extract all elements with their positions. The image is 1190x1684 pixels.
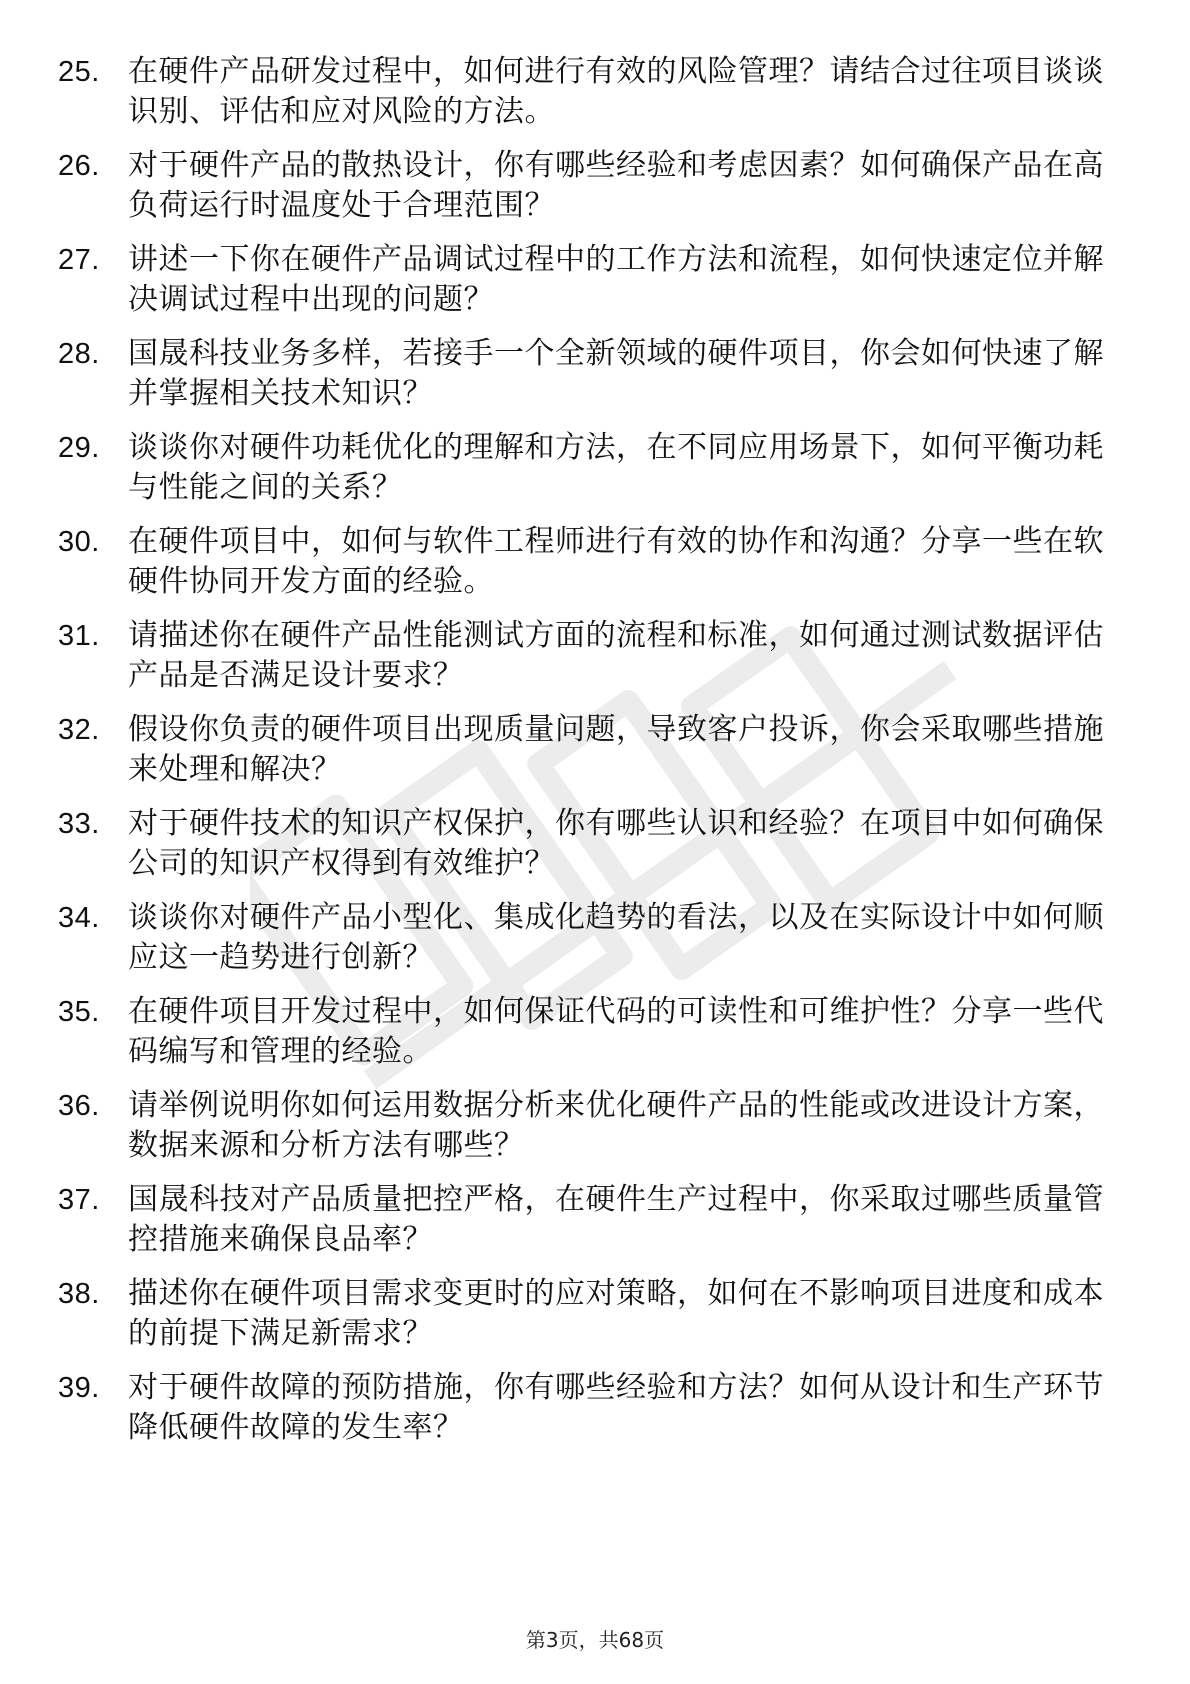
question-number: 31. [58, 620, 100, 652]
question-text: 谈谈你对硬件产品小型化、集成化趋势的看法，以及在实际设计中如何顺应这一趋势进行创新？ [128, 900, 1104, 975]
question-item [58, 1180, 1118, 1274]
question-item [58, 898, 1118, 992]
question-text: 讲述一下你在硬件产品调试过程中的工作方法和流程，如何快速定位并解决调试过程中出现的问题？ [128, 242, 1104, 317]
question-item [58, 52, 1118, 146]
question-item [58, 146, 1118, 240]
question-number: 39. [58, 1372, 100, 1404]
question-number: 36. [58, 1090, 100, 1122]
question-number: 33. [58, 808, 100, 840]
question-item [58, 616, 1118, 710]
question-item [58, 992, 1118, 1086]
question-text: 对于硬件产品的散热设计，你有哪些经验和考虑因素？如何确保产品在高负荷运行时温度处于合理范围？ [128, 148, 1104, 223]
question-number: 37. [58, 1184, 100, 1216]
question-number: 35. [58, 996, 100, 1028]
question-text: 描述你在硬件项目需求变更时的应对策略，如何在不影响项目进度和成本的前提下满足新需求？ [128, 1276, 1104, 1351]
question-number: 27. [58, 244, 100, 276]
question-text: 对于硬件故障的预防措施，你有哪些经验和方法？如何从设计和生产环节降低硬件故障的发生率？ [128, 1370, 1104, 1445]
question-item [58, 240, 1118, 334]
question-item [58, 804, 1118, 898]
question-number: 30. [58, 526, 100, 558]
question-text: 在硬件项目开发过程中，如何保证代码的可读性和可维护性？分享一些代码编写和管理的经验。 [128, 994, 1104, 1069]
question-number: 32. [58, 714, 100, 746]
question-item [58, 710, 1118, 804]
question-text: 假设你负责的硬件项目出现质量问题，导致客户投诉，你会采取哪些措施来处理和解决？ [128, 712, 1104, 787]
question-text: 请描述你在硬件产品性能测试方面的流程和标准，如何通过测试数据评估产品是否满足设计要求？ [128, 618, 1104, 693]
question-text: 对于硬件技术的知识产权保护，你有哪些认识和经验？在项目中如何确保公司的知识产权得到有效维护？ [128, 806, 1104, 881]
question-number: 29. [58, 432, 100, 464]
page-footer: 第3页，共68页 [525, 1628, 665, 1652]
question-item [58, 1274, 1118, 1368]
question-item [58, 1368, 1118, 1462]
question-text: 在硬件产品研发过程中，如何进行有效的风险管理？请结合过往项目谈谈识别、评估和应对风险的方法。 [128, 54, 1104, 129]
question-item [58, 522, 1118, 616]
question-item [58, 334, 1118, 428]
question-number: 25. [58, 56, 100, 88]
question-text: 国晟科技业务多样，若接手一个全新领域的硬件项目，你会如何快速了解并掌握相关技术知识？ [128, 336, 1104, 411]
question-text: 在硬件项目中，如何与软件工程师进行有效的协作和沟通？分享一些在软硬件协同开发方面的经验。 [128, 524, 1104, 599]
question-item [58, 1086, 1118, 1180]
question-list [58, 52, 1118, 1462]
question-number: 34. [58, 902, 100, 934]
question-text: 请举例说明你如何运用数据分析来优化硬件产品的性能或改进设计方案，数据来源和分析方法有哪些？ [128, 1088, 1104, 1163]
question-text: 谈谈你对硬件功耗优化的理解和方法，在不同应用场景下，如何平衡功耗与性能之间的关系？ [128, 430, 1104, 505]
question-number: 26. [58, 150, 100, 182]
question-item [58, 428, 1118, 522]
question-number: 28. [58, 338, 100, 370]
question-text: 国晟科技对产品质量把控严格，在硬件生产过程中，你采取过哪些质量管控措施来确保良品率？ [128, 1182, 1104, 1257]
question-number: 38. [58, 1278, 100, 1310]
